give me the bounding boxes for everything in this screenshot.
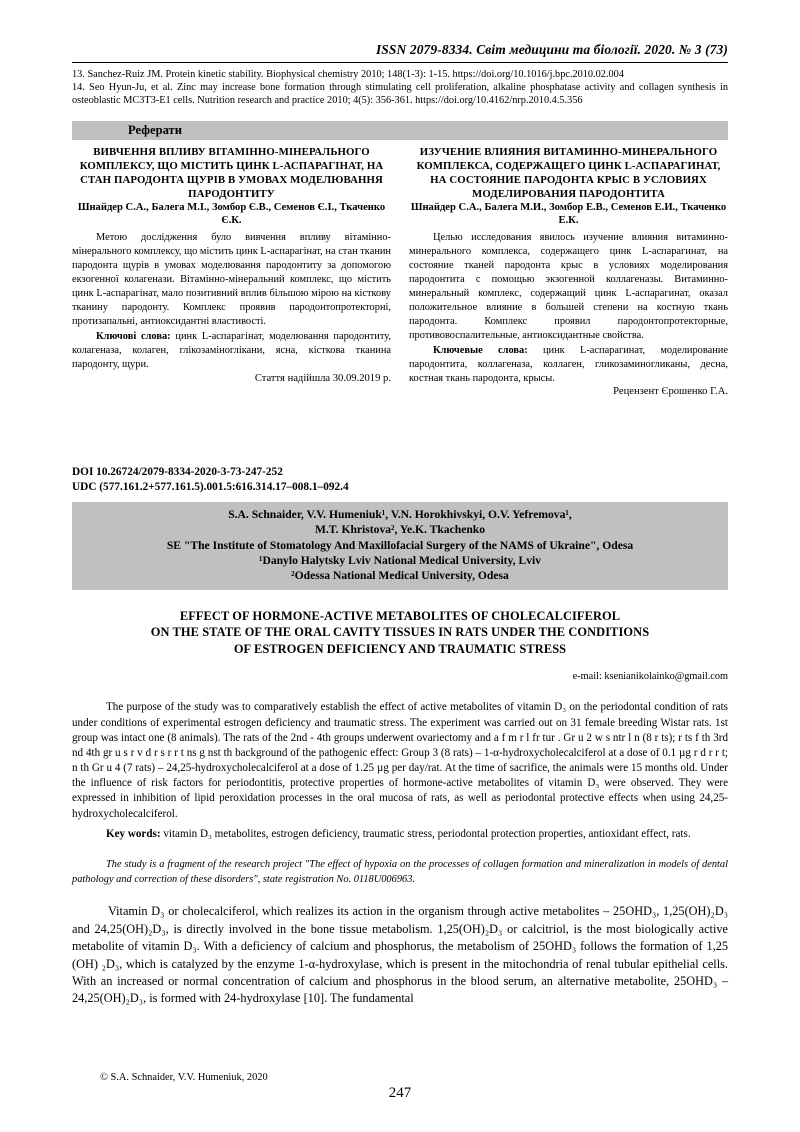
contact-email[interactable]: e-mail: ksenianikolainko@gmail.com bbox=[572, 671, 728, 683]
authors-line-1: S.A. Schnaider, V.V. Humeniuk¹, V.N. Horokhivskyi, O.V. Yefremova¹, bbox=[228, 507, 572, 521]
abstract-ukrainian bbox=[72, 145, 391, 398]
abstract-uk-body: Метою дослідження було вивчення впливу вітамінно-мінерального комплексу, що містить цинк L-аспарагінат, на стан тканин пародонта щурів в умовах моделювання пародонтиту за допомогою екзогенної колагенази. Вітамінно-мінеральний комплекс, що містить цинк L-аспарагінат, мало позитивний вплив більшою мірою на кісткову тканину пародонту. Комплекс проявив пародонтопротекторні, протизапальні, антиоксидантні властивості. bbox=[72, 232, 391, 327]
abstracts-section-band bbox=[72, 121, 728, 140]
abstract-uk-title: ВИВЧЕННЯ ВПЛИВУ ВІТАМІННО-МІНЕРАЛЬНОГО КОМПЛЕКСУ, ЩО МІСТИТЬ ЦИНК L-АСПАРАГІНАТ, НА СТАН ПАРОДОНТА ЩУРІВ В УМОВАХ МОДЕЛЮВАННЯ ПАРОДОНТИТУ bbox=[79, 145, 384, 200]
abstract-ru-keywords-value: цинк L-аспарагинат, моделирование пародонтита, коллагеназа, коллаген, гликозаминогликаны, десна, костная ткань пародонта, крысы. bbox=[409, 344, 728, 384]
doi-line: DOI 10.26724/2079-8334-2020-3-73-247-252 bbox=[72, 466, 283, 479]
abstract-uk-footnote: Стаття надійшла 30.09.2019 р. bbox=[254, 372, 391, 384]
abstract-russian bbox=[409, 145, 728, 398]
abstract-ru-title: ИЗУЧЕНИЕ ВЛИЯНИЯ ВИТАМИННО-МИНЕРАЛЬНОГО КОМПЛЕКСА, СОДЕРЖАЩЕГО ЦИНК L-АСПАРАГИНАТ, НА СОСТОЯНИЕ ПАРОДОНТА КРЫС В УСЛОВИЯХ МОДЕЛИРОВАНИЯ ПАРОДОНТИТА bbox=[416, 145, 721, 200]
reference-item: 14. Seo Hyun-Ju, et al. Zinc may increase bone formation through stimulating cell proliferation, alkaline phosphatase activity and collagen synthesis in osteoblastic MC3T3-E1 cells. Nutrition research and practice 2010; 4(5): 356-361. https://doi.org/10.4162/nrp.2010.4.5.356 bbox=[72, 82, 728, 107]
header-rule bbox=[72, 62, 728, 63]
body-paragraph: Vitamin D₃ or cholecalciferol, which realizes its action in the organism through active metabolites – 25OHD₃, 1,25(OH)₂D₃ and 24,25(OH)₂D₃, is directly involved in the bone tissue metabolism. 1,25(OH)₂D₃ or calcitriol, is the most biologically active metabolite of vitamin D₃. With a deficiency of calcium and phosphorus, the metabolism of 25OHD₃ follows the formation of 1,25 (OH) ₂D₃, which is catalyzed by the enzyme 1-α-hydroxylase, which is present in the mitochondria of renal tubular epithelial cells. With an increased or normal concentration of calcium and phosphorus in the blood serum, an alternative metabolite, 25OHD₃ – 24,25(OH)₂D₃, is formed with 24-hydroxylase [10]. The fundamental bbox=[72, 904, 728, 1006]
abstract-uk-authors: Шнайдер С.А., Балега М.І., Зомбор Є.В., Семенов Є.І., Ткаченко Є.К. bbox=[77, 201, 386, 227]
english-keywords bbox=[72, 827, 728, 842]
udc-line: UDC (577.161.2+577.161.5).001.5:616.314.17–008.1–092.4 bbox=[72, 481, 349, 494]
abstract-ru-keywords-label: Ключевые слова: bbox=[433, 344, 528, 356]
author-affiliation-band bbox=[72, 502, 728, 590]
authors-line-2: M.T. Khristova², Ye.K. Tkachenko bbox=[314, 523, 486, 537]
abstracts-section-label: Реферати bbox=[128, 122, 182, 137]
abstracts-columns bbox=[72, 145, 728, 398]
article-title bbox=[72, 608, 728, 658]
article-identifiers bbox=[72, 465, 728, 494]
references-list bbox=[72, 68, 728, 108]
abstract-ru-body: Целью исследования явилось изучение влияния витаминно-минерального комплекса, содержащего цинк L-аспарагинат, на состояние тканей пародонта крыс в условиях моделирования пародонтита с помощью экзогенной коллагеназы. Витаминно-минеральный комплекс, содержащий цинк L-аспарагинат, оказал положительное влияние в большей степени на костную ткань пародонта. Комплекс проявил пародонтопротекторные, противовоспалительные, антиоксидантные свойства. bbox=[409, 232, 728, 341]
copyright-line: © S.A. Schnaider, V.V. Humeniuk, 2020 bbox=[100, 1072, 268, 1083]
affiliation-1: SE "The Institute of Stomatology And Maxillofacial Surgery of the NAMS of Ukraine", Odesa bbox=[166, 538, 634, 552]
page-number: 247 bbox=[388, 1085, 412, 1101]
article-title-line-1: EFFECT OF HORMONE-ACTIVE METABOLITES OF CHOLECALCIFEROL bbox=[179, 608, 621, 623]
reference-item: 13. Sanchez-Ruiz JM. Protein kinetic stability. Biophysical chemistry 2010; 148(1-3): 1-15. https://doi.org/10.1016/j.bpc.2010.02.004 bbox=[72, 69, 624, 80]
abstract-uk-keywords-label: Ключові слова: bbox=[96, 330, 171, 342]
page-footer bbox=[72, 1072, 728, 1102]
running-head: ISSN 2079-8334. Світ медицини та біології. 2020. № 3 (73) bbox=[375, 42, 728, 57]
abstract-ru-keywords bbox=[409, 344, 728, 386]
research-project-note: The study is a fragment of the research project "The effect of hypoxia on the processes of collagen formation and mineralization in models of dental pathology and correction of these disorders", state registration No. 0118U006963. bbox=[72, 859, 728, 885]
affiliation-2: ¹Danylo Halytsky Lviv National Medical University, Lviv bbox=[258, 554, 542, 568]
english-abstract: The purpose of the study was to comparatively establish the effect of active metabolites of vitamin D₃ on the periodontal condition of rats under conditions of experimental estrogen deficiency and traumatic stress. The experiment was carried out on 31 female breeding Wistar rats. 1st group was intact one (8 animals). The rats of the 2nd - 4th groups underwent ovariectomy and a f m r l fr tur . Gr u 2 w s ntr l n (8 r ts); r ts f th 3rd nd 4th gr u s r v d r s r r t ns g nst th background of the pathogenic effect: Group 3 (8 rats) – 1-α-hydroxycholecalciferol at a dose of 0.1 µg r d r r t; n th Gr u 4 (7 rats) – 24,25-hydroxycholecalciferol at a dose of 1.25 µg per day/rat. At the time of sacrifice, the animals were 15 months old. Under the influence of risk factors for periodontitis, protective properties of hormone-active metabolites of vitamin D₃ were observed. They were expressed in inhibition of lipid peroxidation processes in the oral mucosa of rats, as well as periodontal protective effects when using 24,25-hydroxycholecalciferol. bbox=[72, 701, 728, 820]
abstract-ru-footnote: Рецензент Єрошенко Г.А. bbox=[613, 386, 728, 398]
affiliation-3: ²Odessa National Medical University, Odesa bbox=[291, 569, 509, 583]
abstract-uk-keywords-value: цинк L-аспарагінат, моделювання пародонтиту, колагеназа, колаген, глікозаміноглікани, ясна, кісткова тканина пародонту, щури. bbox=[72, 330, 391, 370]
english-keywords-label: Key words: bbox=[106, 827, 161, 840]
article-title-line-3: OF ESTROGEN DEFICIENCY AND TRAUMATIC STRESS bbox=[233, 641, 567, 656]
abstract-ru-authors: Шнайдер С.А., Балега М.И., Зомбор Е.В., Семенов Е.И., Ткаченко Е.К. bbox=[410, 201, 727, 227]
abstract-uk-keywords bbox=[72, 330, 391, 372]
english-keywords-value: vitamin D₃ metabolites, estrogen deficiency, traumatic stress, periodontal protection properties, antioxidant effect, rats. bbox=[163, 827, 691, 840]
article-title-line-2: ON THE STATE OF THE ORAL CAVITY TISSUES IN RATS UNDER THE CONDITIONS bbox=[150, 625, 650, 640]
